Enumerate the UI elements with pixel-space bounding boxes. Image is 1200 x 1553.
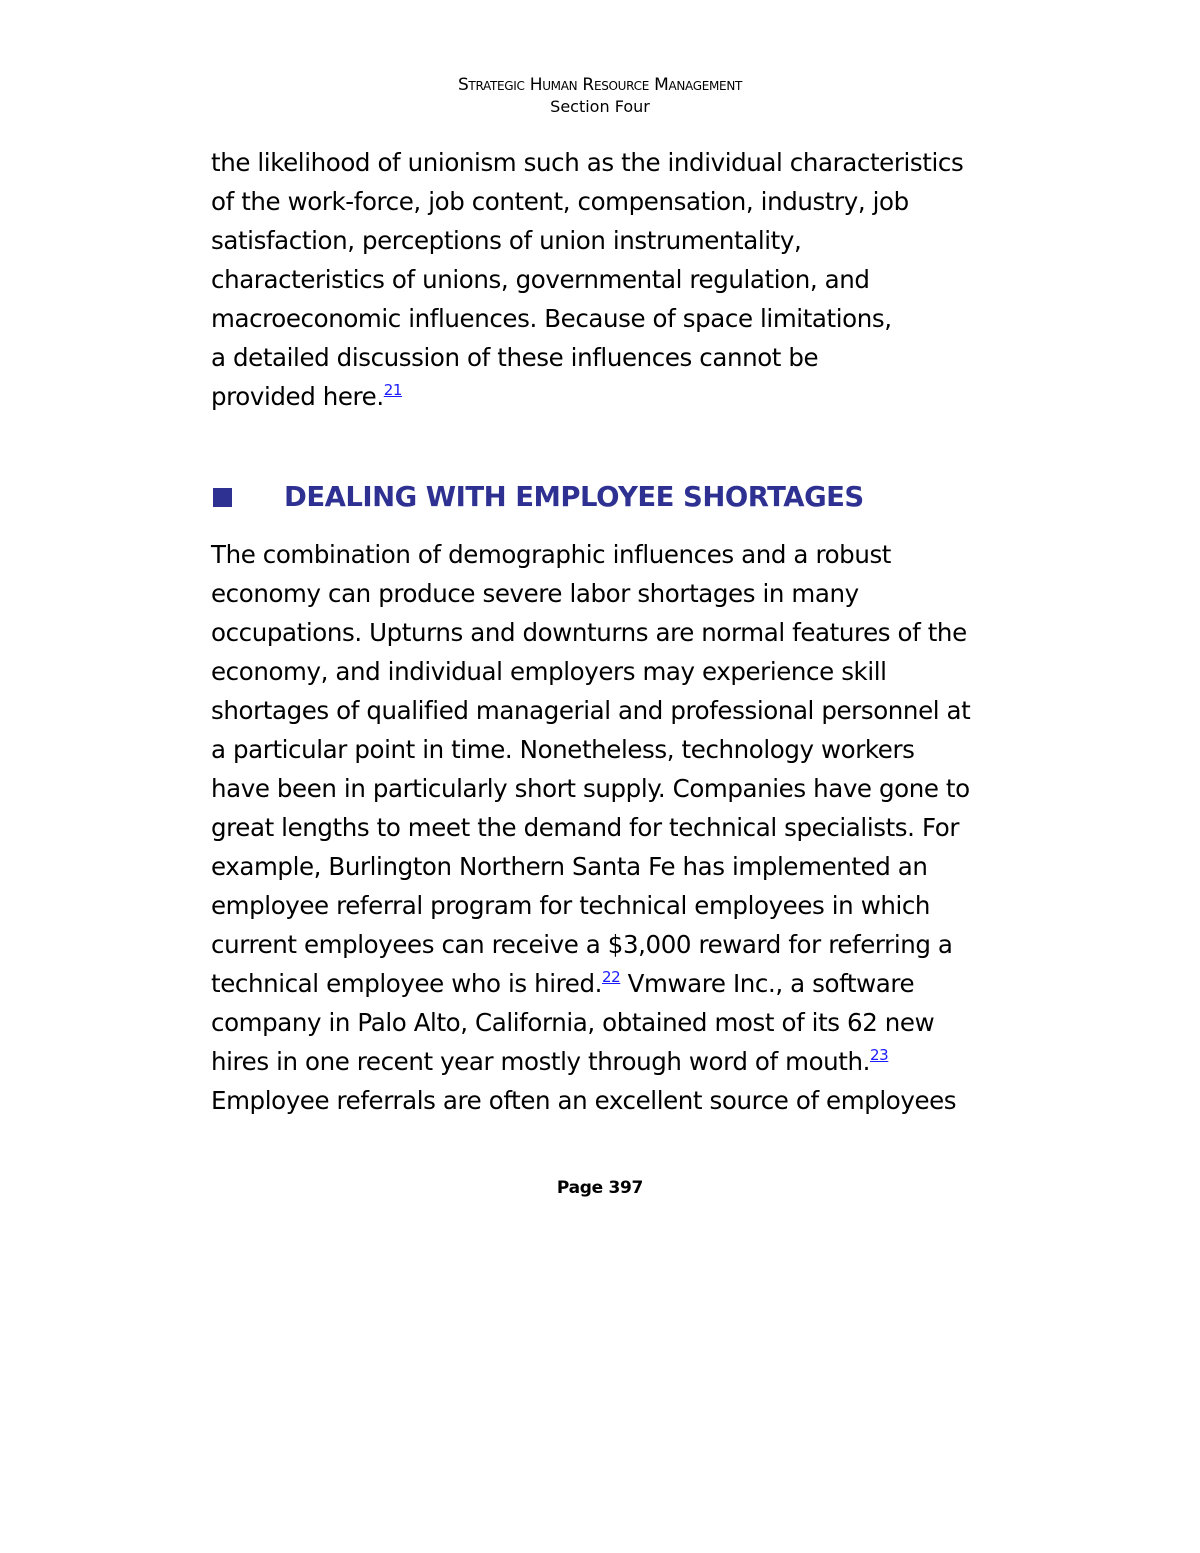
paragraph-line: have been in particularly short supply. Companies have gone to xyxy=(211,774,970,803)
intro-paragraph xyxy=(211,143,1011,416)
paragraph-text: provided here. xyxy=(211,382,384,411)
body-paragraph xyxy=(211,535,1011,1120)
paragraph-line: characteristics of unions, governmental regulation, and xyxy=(211,265,870,294)
paragraph-line: satisfaction, perceptions of union instrumentality, xyxy=(211,226,802,255)
paragraph-line: The combination of demographic influences and a robust xyxy=(211,540,892,569)
paragraph-line: great lengths to meet the demand for technical specialists. For xyxy=(211,813,960,842)
footnote-link-23[interactable]: 23 xyxy=(870,1046,889,1064)
paragraph-line: employee referral program for technical employees in which xyxy=(211,891,931,920)
footnote-link-22[interactable]: 22 xyxy=(602,968,621,986)
running-header xyxy=(0,74,1200,118)
paragraph-text: hires in one recent year mostly through word of mouth. xyxy=(211,1047,871,1076)
section-label: Section Four xyxy=(550,97,650,116)
paragraph-line-with-footnote xyxy=(211,377,1011,416)
book-title: Strategic Human Resource Management xyxy=(457,75,743,95)
paragraph-line: shortages of qualified managerial and professional personnel at xyxy=(211,696,971,725)
paragraph-line: of the work-force, job content, compensation, industry, job xyxy=(211,187,909,216)
square-bullet-icon xyxy=(213,488,232,507)
footnote-link-21[interactable]: 21 xyxy=(383,381,403,399)
paragraph-line: economy, and individual employers may experience skill xyxy=(211,657,887,686)
paragraph-text: Vmware Inc., a software xyxy=(620,969,915,998)
paragraph-line: the likelihood of unionism such as the individual characteristics xyxy=(211,148,964,177)
section-heading-text: DEALING WITH EMPLOYEE SHORTAGES xyxy=(284,481,864,513)
paragraph-line: a particular point in time. Nonetheless, technology workers xyxy=(211,735,915,764)
paragraph-line: economy can produce severe labor shortages in many xyxy=(211,579,859,608)
paragraph-line: company in Palo Alto, California, obtained most of its 62 new xyxy=(211,1008,935,1037)
section-heading xyxy=(213,477,864,517)
paragraph-line-with-footnote xyxy=(211,1042,1011,1081)
paragraph-line: current employees can receive a $3,000 reward for referring a xyxy=(211,930,953,959)
paragraph-line-with-footnote xyxy=(211,964,1011,1003)
page-number: Page 397 xyxy=(556,1178,644,1198)
paragraph-line: Employee referrals are often an excellent source of employees xyxy=(211,1086,957,1115)
paragraph-line: macroeconomic influences. Because of space limitations, xyxy=(211,304,892,333)
paragraph-line: example, Burlington Northern Santa Fe has implemented an xyxy=(211,852,928,881)
paragraph-line: a detailed discussion of these influences cannot be xyxy=(211,343,819,372)
paragraph-text: technical employee who is hired. xyxy=(211,969,602,998)
paragraph-line: occupations. Upturns and downturns are normal features of the xyxy=(211,618,967,647)
